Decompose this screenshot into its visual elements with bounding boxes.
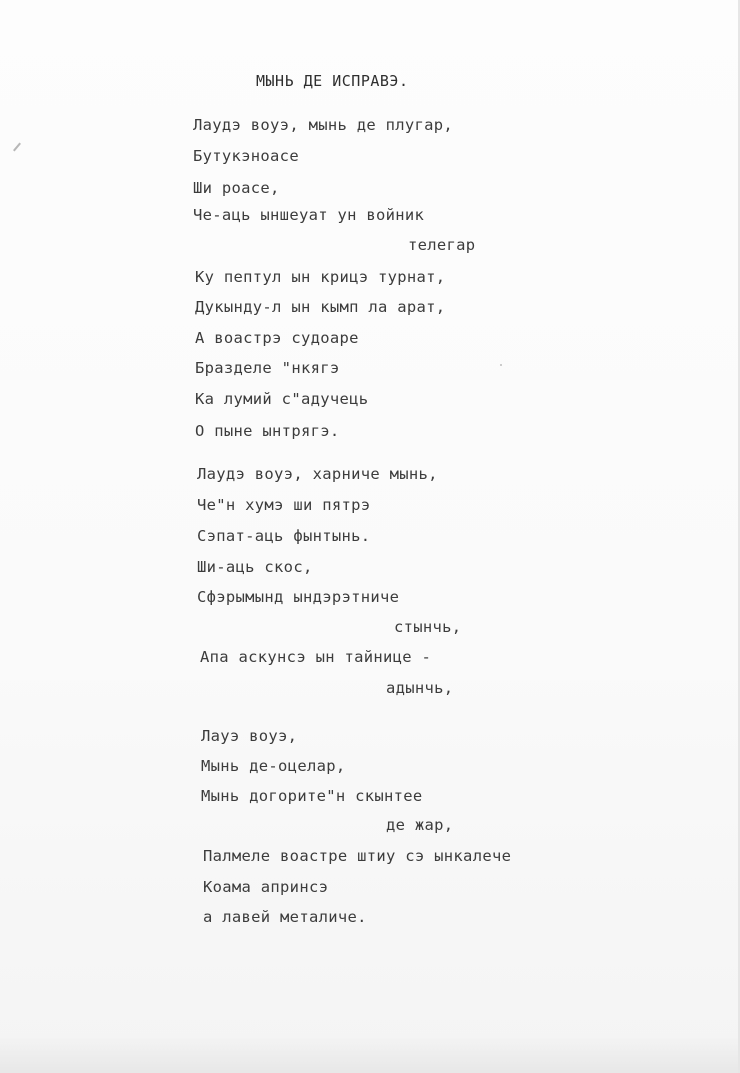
poem-line: Че-аць ыншеуат ун войник xyxy=(193,206,425,224)
poem-line: А воастрэ судоаре xyxy=(195,329,359,347)
poem-line: Бразделе "нкягэ xyxy=(195,359,340,377)
poem-line: Ши роасе, xyxy=(193,179,280,197)
poem-line: Лаудэ воуэ, мынь де плугар, xyxy=(193,116,454,134)
poem-line: Сфэрымынд ындэрэтниче xyxy=(197,588,400,606)
poem-line: стынчь, xyxy=(394,618,462,636)
page-edge-shadow xyxy=(0,1033,738,1073)
poem-line: Сэпат-аць фынтынь. xyxy=(197,527,371,545)
poem-line: Мынь де-оцелар, xyxy=(201,757,346,775)
pencil-mark xyxy=(13,143,21,152)
poem-line: Ка лумий с"адучець xyxy=(195,390,369,408)
poem-line: Мынь догорите"н скынтее xyxy=(201,787,423,805)
poem-line: Лауэ воуэ, xyxy=(201,727,298,745)
poem-line: Ши-аць скос, xyxy=(197,558,313,576)
paper-speck xyxy=(500,364,502,366)
poem-title: МЫНЬ ДЕ ИСПРАВЭ. xyxy=(256,72,409,90)
poem-line: де жар, xyxy=(386,816,454,834)
poem-line: телегар xyxy=(408,236,476,254)
poem-line: Коама апринсэ xyxy=(203,878,329,896)
poem-line: Палмеле воастре штиу сэ ынкалече xyxy=(203,847,512,865)
poem-line: адынчь, xyxy=(386,679,454,697)
poem-line: Лаудэ воуэ, харниче мынь, xyxy=(197,465,438,483)
poem-line: Дукынду-л ын кымп ла арат, xyxy=(195,298,446,316)
poem-line: Ку пептул ын крицэ турнат, xyxy=(195,268,446,286)
poem-line: Че"н хумэ ши пятрэ xyxy=(197,496,371,514)
poem-line: Бутукэноасе xyxy=(193,147,299,165)
poem-line: Апа аскунсэ ын тайнице - xyxy=(200,648,432,666)
poem-line: О пыне ынтрягэ. xyxy=(195,422,340,440)
poem-line: а лавей металиче. xyxy=(203,908,367,926)
